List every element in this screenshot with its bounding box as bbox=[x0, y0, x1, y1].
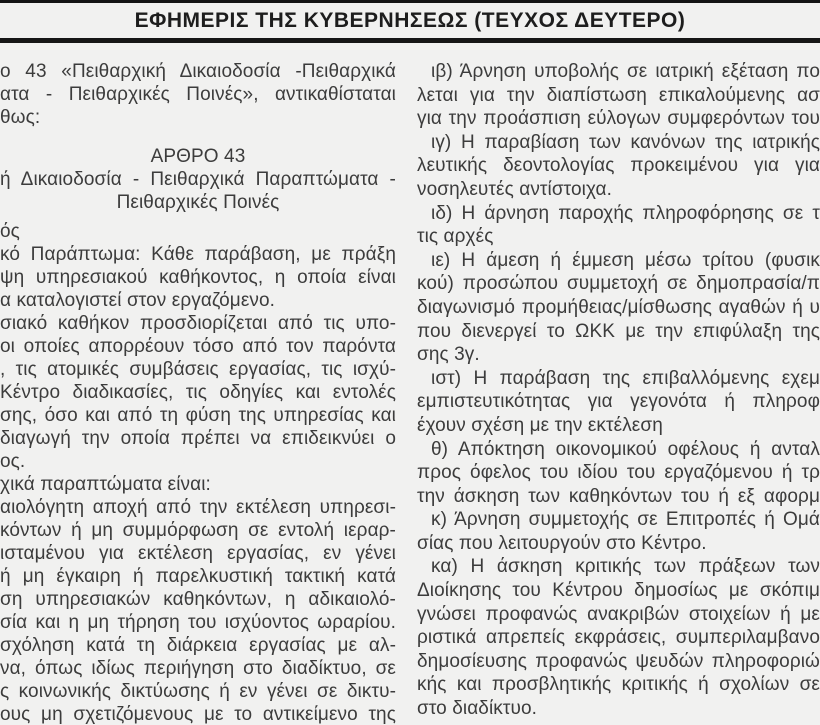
text-line: θως: bbox=[0, 107, 41, 128]
text-line: κα) Η άσκηση κριτικής των πράξεων των bbox=[431, 556, 820, 578]
text-line: , τις ατομικές συμβάσεις εργασίας, τις ισχύ- bbox=[0, 359, 396, 380]
text-line: ισταμένου για εκτέλεση εργασίας, εν γένει bbox=[0, 543, 396, 564]
text-line: σχόληση κατά τη διάρκεια εργασίας με αλ- bbox=[0, 635, 396, 656]
text-line: ος. bbox=[0, 451, 26, 472]
text-line: ΑΡΘΡΟ 43 bbox=[150, 146, 246, 167]
text-line: εμπιστευτικότητας για γεγονότα ή πληροφ bbox=[417, 391, 820, 413]
right-column bbox=[417, 60, 820, 725]
text-line: δημοσίευσης προφανώς ψευδών πληροφοριώ bbox=[417, 650, 820, 672]
text-line: Κέντρο διαδικασίες, τις οδηγίες και εντολές bbox=[0, 382, 396, 403]
document-body bbox=[0, 60, 820, 725]
text-line: νοσηλευτές αντίστοιχα. bbox=[417, 178, 613, 200]
gazette-title: ΕΦΗΜΕΡΙΣ ΤΗΣ ΚΥΒΕΡΝΗΣΕΩΣ (ΤΕΥΧΟΣ ΔΕΥΤΕΡΟ) bbox=[134, 9, 686, 32]
text-line: χικά παραπτώματα είναι: bbox=[0, 474, 211, 495]
text-line: διαγωγή την οποία πρέπει να επιδεικνύει ο bbox=[0, 428, 396, 449]
text-line: ψη υπηρεσιακού καθήκοντος, η οποία είναι bbox=[0, 267, 396, 288]
text-line: ους μη σχετιζόμενους με το αντικείμενο της bbox=[0, 704, 396, 725]
text-line: την άσκηση των καθηκόντων του ή εξ αφορμ bbox=[417, 485, 820, 507]
text-line: τις αρχές bbox=[417, 226, 494, 248]
text-line: ιβ) Άρνηση υποβολής σε ιατρική εξέταση πο bbox=[431, 61, 820, 82]
text-line: κής και προσβλητικής κριτικής ή σχολίων σε bbox=[417, 674, 820, 696]
text-line: αιολόγητη αποχή από την εκτέλεση υπηρεσι- bbox=[0, 497, 396, 518]
left-column bbox=[0, 60, 396, 725]
text-line: Πειθαρχικές Ποινές bbox=[116, 192, 280, 213]
text-line: λευτικής δεοντολογίας προκειμένου για για bbox=[417, 155, 820, 177]
text-line: ς κοινωνικής δικτύωσης ή εν γένει σε δικτυ- bbox=[0, 681, 396, 702]
text-line: ιστ) Η παράβαση της επιβαλλόμενης εχεμ bbox=[431, 367, 820, 389]
text-line: σίας που λειτουργούν στο Κέντρο. bbox=[417, 532, 707, 554]
text-line: για την προάσπιση εύλογων συμφερόντων του bbox=[417, 108, 820, 130]
masthead bbox=[0, 3, 820, 38]
text-line: σης, όσο και από τη φύση της υπηρεσίας και bbox=[0, 405, 396, 426]
text-line: σιακό καθήκον προσδιορίζεται από τις υπο- bbox=[0, 313, 396, 334]
text-line: κόντων ή μη συμμόρφωση σε εντολή ιεραρ- bbox=[0, 520, 396, 541]
text-line: Διοίκησης του Κέντρου δημοσίως με σκόπιμ bbox=[417, 580, 820, 602]
text-line: προς όφελος του ιδίου του εργαζόμενου ή τρ bbox=[417, 462, 820, 484]
text-line: ση υπηρεσιακών καθηκόντων, η αδικαιολό- bbox=[0, 589, 396, 610]
text-line: γνώσει προφανώς ανακριβών στοιχείων ή με bbox=[417, 603, 820, 625]
text-line: α καταλογιστεί στον εργαζόμενο. bbox=[0, 290, 276, 311]
text-line: να, όπως ιδίως περιήγηση στο διαδίκτυο, σε bbox=[0, 658, 396, 679]
text-line: ο 43 «Πειθαρχική Δικαιοδοσία -Πειθαρχικά bbox=[0, 61, 396, 82]
text-line: ιδ) Η άρνηση παροχής πληροφόρησης σε τ bbox=[431, 202, 820, 224]
text-line: έχουν σχέση με την εκτέλεση bbox=[417, 414, 663, 436]
text-line: κού) προσώπου συμμετοχή σε δημοπρασία/π bbox=[417, 273, 820, 295]
text-line: σης 3γ. bbox=[417, 344, 480, 366]
header-rule bbox=[0, 38, 820, 43]
text-line: λεται για την διαπίστωση επικαλούμενης ασ bbox=[417, 84, 820, 106]
text-line: ός bbox=[0, 221, 20, 242]
text-line: οι οποίες απορρέουν τόσο από τον παρόντα bbox=[0, 336, 396, 357]
text-line: κ) Άρνηση συμμετοχής σε Επιτροπές ή Ομά bbox=[431, 509, 820, 531]
text-line: ριστικά απρεπείς εκφράσεις, συμπεριλαμβανο bbox=[417, 627, 820, 649]
text-line: ατα - Πειθαρχικές Ποινές», αντικαθίσταται bbox=[0, 84, 396, 105]
text-line: ιγ) Η παραβίαση των κανόνων της ιατρικής bbox=[431, 131, 820, 153]
text-line: θ) Απόκτηση οικονομικού οφέλους ή ανταλ bbox=[431, 438, 820, 460]
text-line: ή μη έγκαιρη ή παρελκυστική τακτική κατά bbox=[0, 566, 396, 587]
text-line: ή Δικαιοδοσία - Πειθαρχικά Παραπτώματα - bbox=[0, 169, 396, 190]
text-line: ιε) Η άμεση ή έμμεση μέσω τρίτου (φυσικ bbox=[431, 249, 820, 271]
text-line: σία και η μη τήρηση του ισχύοντος ωραρίου. bbox=[0, 612, 396, 633]
text-line: διαγωνισμό προμήθειας/μίσθωσης αγαθών ή υ bbox=[417, 296, 820, 318]
text-line: που διενεργεί το ΩΚΚ με την επιφύλαξη της bbox=[417, 320, 820, 342]
text-line: κό Παράπτωμα: Κάθε παράβαση, με πράξη bbox=[0, 244, 396, 265]
text-line: στο διαδίκτυο. bbox=[417, 698, 538, 720]
